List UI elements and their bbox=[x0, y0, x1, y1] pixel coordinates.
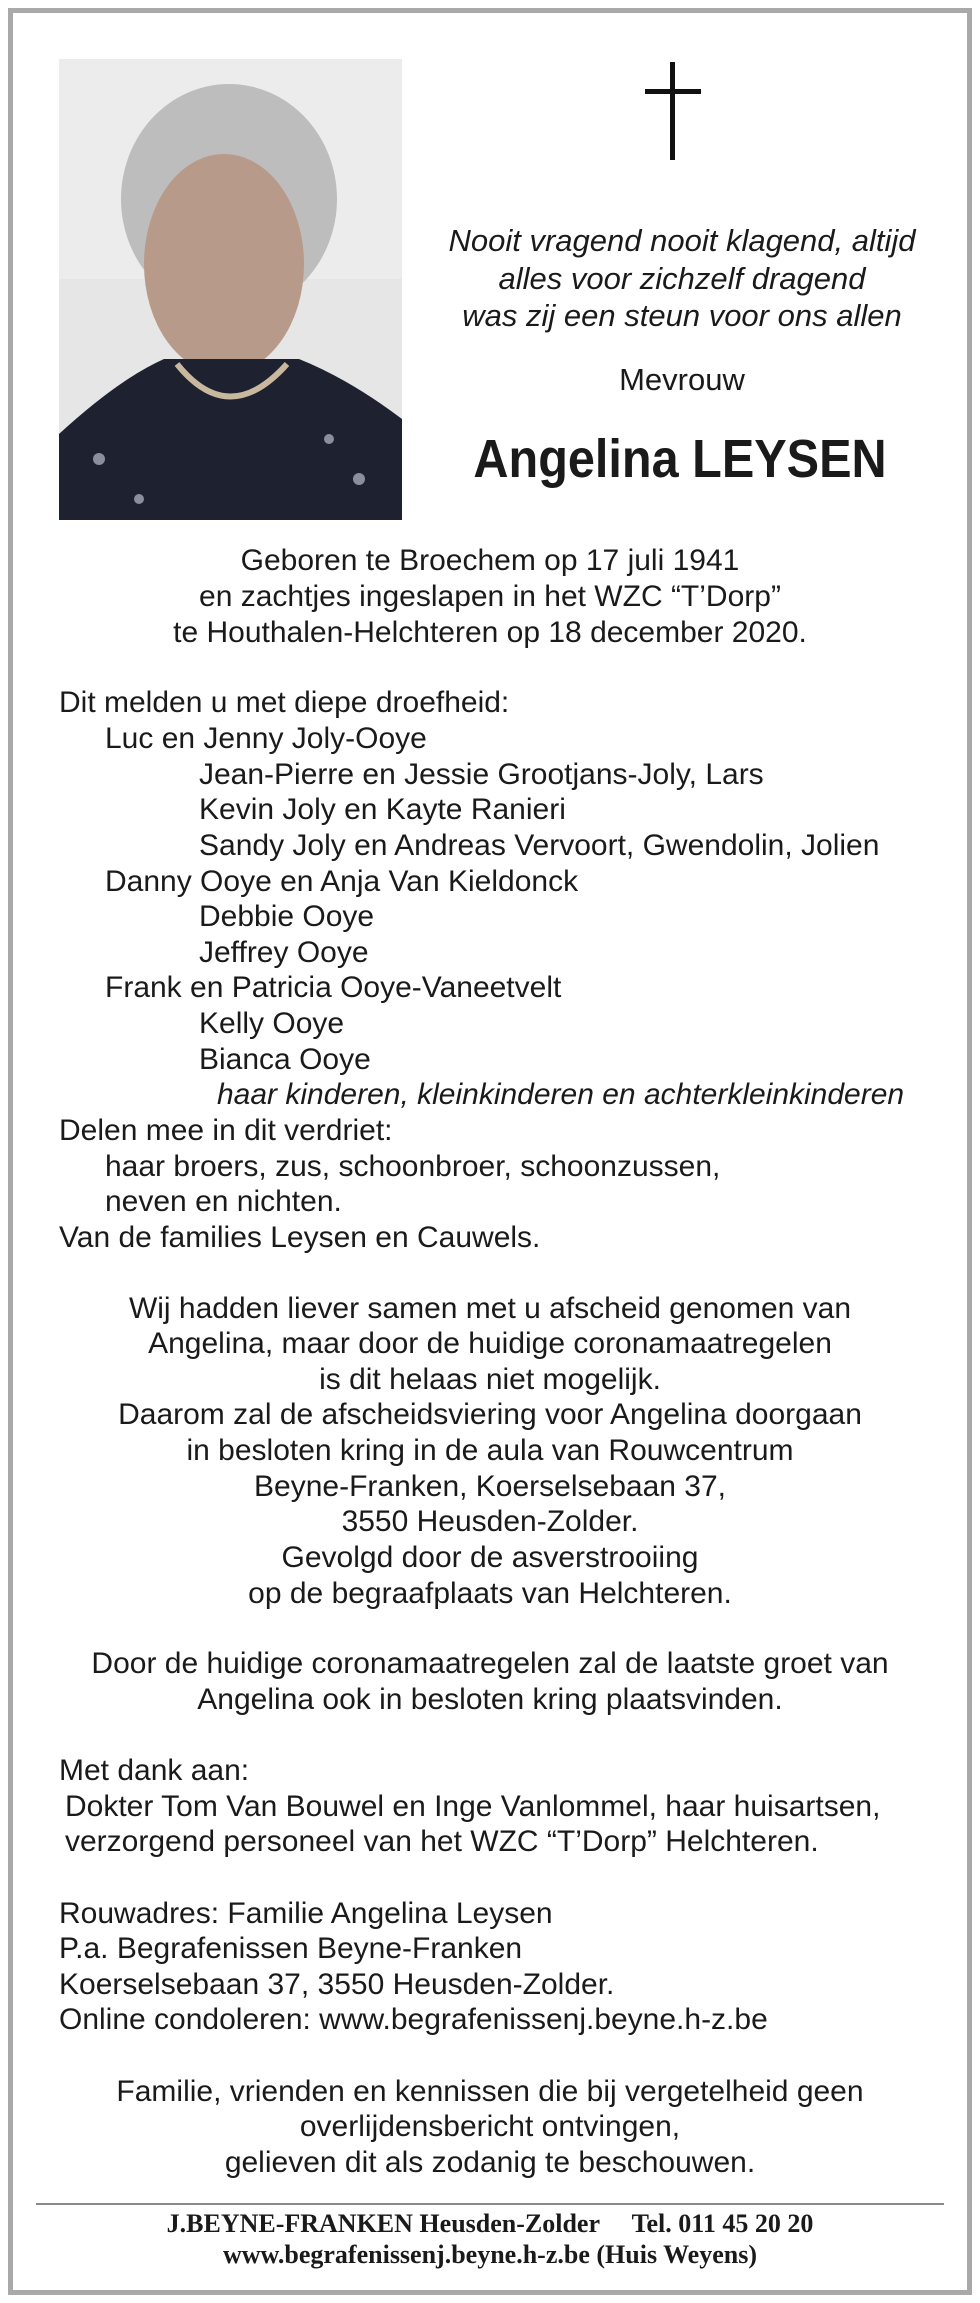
family-line: Bianca Ooye bbox=[199, 1043, 371, 1076]
family-line: Danny Ooye en Anja Van Kieldonck bbox=[105, 865, 579, 898]
footer-branch: (Huis Weyens) bbox=[596, 2240, 757, 2269]
farewell-line: op de begraafplaats van Helchteren. bbox=[248, 1577, 732, 1610]
cross-icon bbox=[645, 62, 701, 160]
last-greeting-line: Door de huidige coronamaatregelen zal de laatste groet van bbox=[91, 1647, 889, 1680]
farewell-line: 3550 Heusden-Zolder. bbox=[341, 1505, 639, 1538]
motto-line: Nooit vragend nooit klagend, altijd bbox=[448, 223, 916, 258]
footer-line-2 bbox=[40, 2240, 940, 2270]
farewell-line: Beyne-Franken, Koerselsebaan 37, bbox=[254, 1470, 726, 1503]
family-line: Kelly Ooye bbox=[199, 1007, 345, 1040]
address-line: Koerselsebaan 37, 3550 Heusden-Zolder. bbox=[59, 1968, 615, 2001]
family-line: Sandy Joly en Andreas Vervoort, Gwendolin, Jolien bbox=[199, 829, 880, 862]
birth-death-line: Geboren te Broechem op 17 juli 1941 bbox=[240, 544, 740, 577]
share-line: haar broers, zus, schoonbroer, schoonzussen, bbox=[105, 1150, 721, 1183]
address-line: P.a. Begrafenissen Beyne-Franken bbox=[59, 1932, 523, 1965]
last-greeting-line: Angelina ook in besloten kring plaatsvinden. bbox=[197, 1683, 783, 1716]
farewell-line: in besloten kring in de aula van Rouwcentrum bbox=[186, 1434, 794, 1467]
motto-line: was zij een steun voor ons allen bbox=[462, 298, 902, 333]
farewell-line: Daarom zal de afscheidsviering voor Angelina doorgaan bbox=[118, 1398, 862, 1431]
address-line: Rouwadres: Familie Angelina Leysen bbox=[59, 1897, 553, 1930]
birth-death-line: te Houthalen-Helchteren op 18 december 2020. bbox=[173, 616, 807, 649]
farewell-line: Wij hadden liever samen met u afscheid genomen van bbox=[128, 1292, 852, 1325]
share-intro: Delen mee in dit verdriet: bbox=[59, 1114, 393, 1147]
family-line: Jeffrey Ooye bbox=[199, 936, 369, 969]
notice-line: gelieven dit als zodanig te beschouwen. bbox=[224, 2146, 756, 2179]
notice-line: overlijdensbericht ontvingen, bbox=[299, 2110, 681, 2143]
family-line: Jean-Pierre en Jessie Grootjans-Joly, Lars bbox=[199, 758, 764, 791]
thanks-line: verzorgend personeel van het WZC “T’Dorp” Helchteren. bbox=[65, 1825, 819, 1858]
family-relation: haar kinderen, kleinkinderen en achterkleinkinderen bbox=[217, 1078, 905, 1111]
footer-line-1 bbox=[40, 2209, 940, 2239]
announcement-intro: Dit melden u met diepe droefheid: bbox=[59, 686, 510, 719]
portrait-photo bbox=[59, 59, 402, 520]
footer-divider bbox=[36, 2203, 944, 2205]
family-line: Frank en Patricia Ooye-Vaneetvelt bbox=[105, 971, 562, 1004]
family-line: Kevin Joly en Kayte Ranieri bbox=[199, 793, 566, 826]
honorific: Mevrouw bbox=[619, 362, 745, 397]
farewell-line: Angelina, maar door de huidige coronamaatregelen bbox=[148, 1327, 832, 1360]
footer-company: J.BEYNE-FRANKEN Heusden-Zolder bbox=[166, 2209, 600, 2238]
families-line: Van de families Leysen en Cauwels. bbox=[59, 1221, 541, 1254]
farewell-line: Gevolgd door de asverstrooiing bbox=[281, 1541, 699, 1574]
family-line: Luc en Jenny Joly-Ooye bbox=[105, 722, 427, 755]
deceased-name: Angelina LEYSEN bbox=[473, 429, 887, 489]
birth-death-line: en zachtjes ingeslapen in het WZC “T’Dorp” bbox=[199, 580, 781, 613]
share-line: neven en nichten. bbox=[105, 1185, 342, 1218]
farewell-line: is dit helaas niet mogelijk. bbox=[319, 1363, 661, 1396]
thanks-intro: Met dank aan: bbox=[59, 1754, 250, 1787]
footer-phone: Tel. 011 45 20 20 bbox=[631, 2209, 814, 2238]
notice-line: Familie, vrienden en kennissen die bij vergetelheid geen bbox=[116, 2075, 864, 2108]
family-line: Debbie Ooye bbox=[199, 900, 375, 933]
address-line: Online condoleren: www.begrafenissenj.beyne.h-z.be bbox=[59, 2003, 768, 2036]
footer-website: www.begrafenissenj.beyne.h-z.be bbox=[223, 2240, 590, 2269]
motto-line: alles voor zichzelf dragend bbox=[498, 261, 866, 296]
thanks-line: Dokter Tom Van Bouwel en Inge Vanlommel, haar huisartsen, bbox=[65, 1790, 881, 1823]
